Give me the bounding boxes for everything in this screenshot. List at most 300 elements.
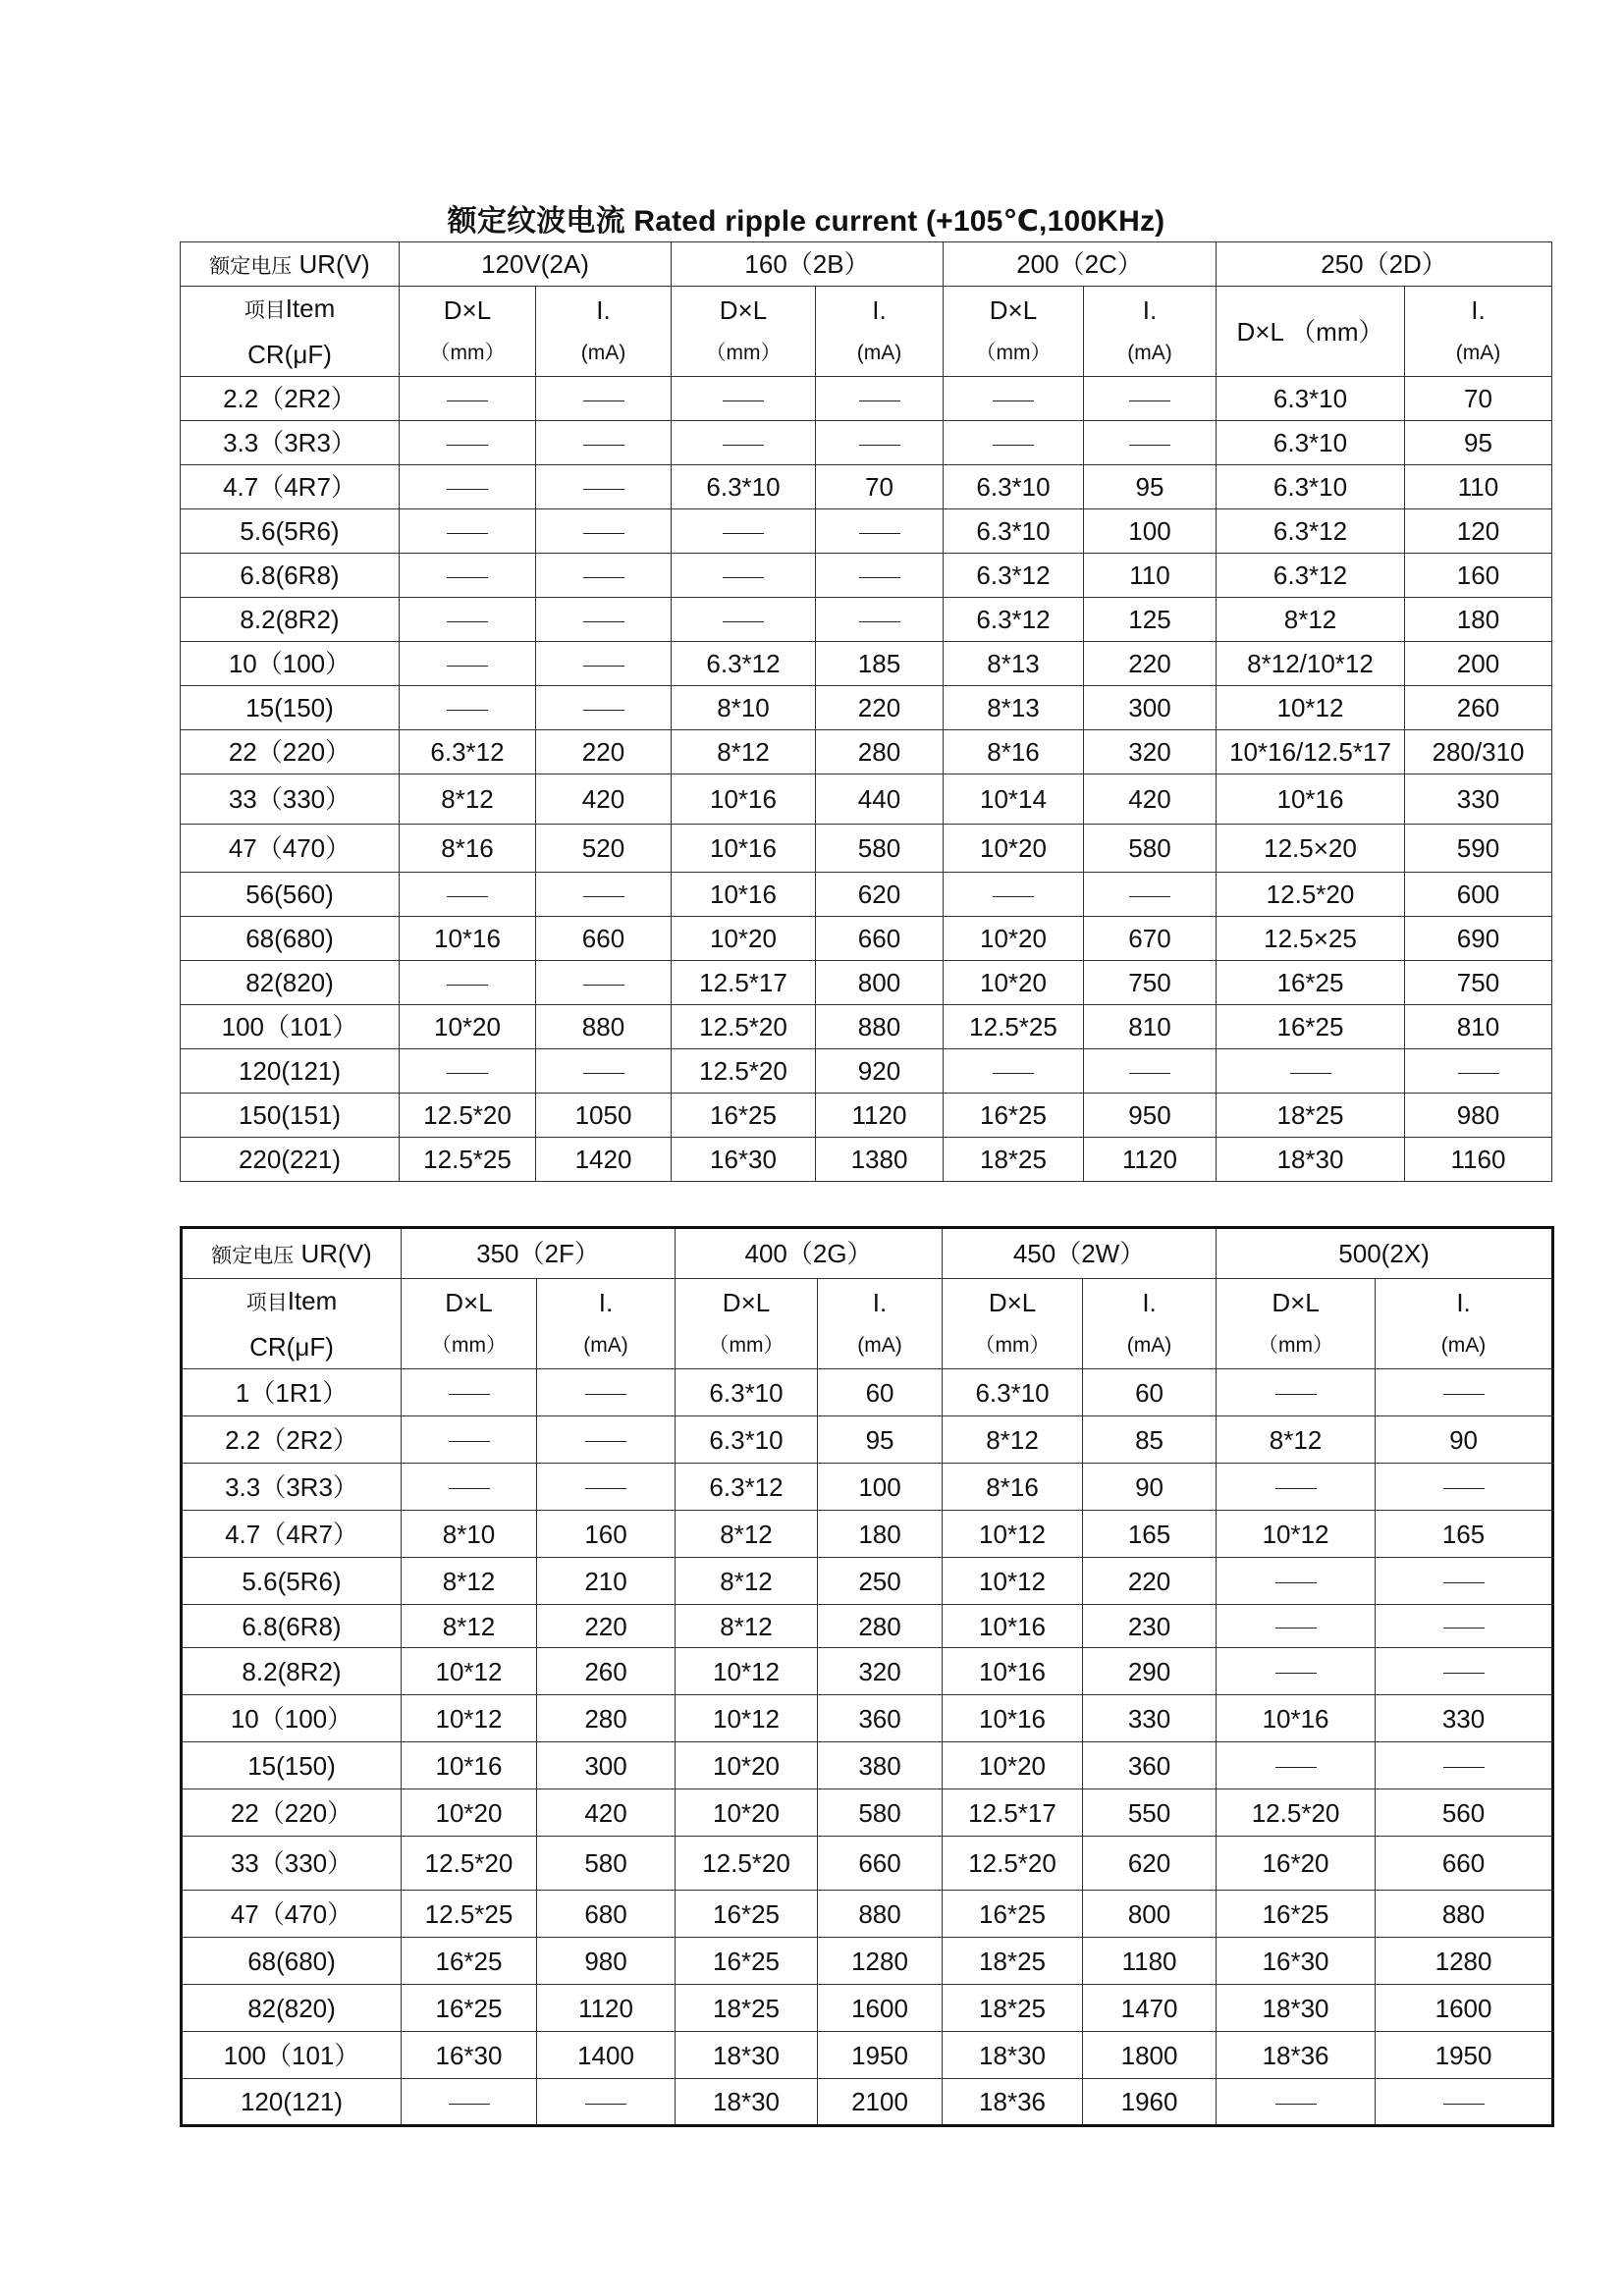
ripple-current-cell: 125 xyxy=(1084,598,1217,642)
dash-mark xyxy=(583,445,624,446)
ripple-current-cell: 200 xyxy=(1405,642,1552,686)
dash-mark xyxy=(447,445,488,446)
ripple-current-cell: 85 xyxy=(1083,1416,1217,1464)
ripple-current-cell: 590 xyxy=(1405,825,1552,873)
ripple-current-cell: 980 xyxy=(537,1938,676,1985)
table-row xyxy=(182,1742,1553,1789)
dl-cell: 10*12 xyxy=(943,1511,1083,1558)
ripple-current-cell: 420 xyxy=(536,774,672,825)
ripple-current-cell: 300 xyxy=(1084,686,1217,730)
ripple-current-cell: 180 xyxy=(1405,598,1552,642)
dl-cell xyxy=(400,642,536,686)
dash-mark xyxy=(1129,1073,1170,1074)
ripple-current-cell: 750 xyxy=(1084,961,1217,1005)
ripple-current-cell: 1050 xyxy=(536,1094,672,1138)
table-row xyxy=(182,1648,1553,1695)
dl-cell: 8*12 xyxy=(1217,598,1405,642)
dl-cell: 10*16/12.5*17 xyxy=(1217,730,1405,774)
dash-mark xyxy=(583,710,624,711)
ripple-current-cell: 95 xyxy=(1084,465,1217,509)
dash-mark xyxy=(447,666,488,667)
dl-cell: 6.3*10 xyxy=(676,1416,818,1464)
ripple-current-cell: 1950 xyxy=(1376,2032,1553,2079)
ripple-current-cell xyxy=(1376,1648,1553,1695)
i-header: I. (mA) xyxy=(816,287,944,377)
capacitance-cell: 3.3（3R3） xyxy=(182,1464,402,1511)
dl-cell: 12.5×20 xyxy=(1217,825,1405,873)
table-row xyxy=(182,1369,1553,1416)
dl-cell: 10*12 xyxy=(1217,1511,1376,1558)
dl-cell: 8*12 xyxy=(402,1605,537,1648)
capacitance-cell: 33（330） xyxy=(182,1837,402,1891)
capacitance-cell: 6.8(6R8) xyxy=(181,554,400,598)
voltage-header: 120V(2A) xyxy=(400,242,672,287)
dl-cell: 16*25 xyxy=(672,1094,816,1138)
ripple-current-cell: 360 xyxy=(1083,1742,1217,1789)
ripple-current-cell: 250 xyxy=(818,1558,943,1605)
table-row xyxy=(182,1464,1553,1511)
dl-cell: 10*16 xyxy=(943,1695,1083,1742)
ripple-current-cell: 60 xyxy=(818,1369,943,1416)
ripple-current-cell: 660 xyxy=(1376,1837,1553,1891)
dl-header: D×L （mm） xyxy=(943,1279,1083,1369)
dl-cell: 16*25 xyxy=(1217,1891,1376,1938)
dl-cell: 10*14 xyxy=(944,774,1084,825)
table-row xyxy=(182,1558,1553,1605)
capacitance-cell: 2.2（2R2） xyxy=(181,377,400,421)
dl-cell: 10*16 xyxy=(943,1605,1083,1648)
i-header: I. (mA) xyxy=(1083,1279,1217,1369)
capacitance-cell: 33（330） xyxy=(181,774,400,825)
ripple-current-cell: 90 xyxy=(1376,1416,1553,1464)
dash-mark xyxy=(447,1073,488,1074)
dl-cell: 18*30 xyxy=(676,2079,818,2126)
ripple-current-cell: 1380 xyxy=(816,1138,944,1182)
dash-mark xyxy=(583,489,624,490)
ripple-current-cell: 1280 xyxy=(818,1938,943,1985)
voltage-header: 160（2B） xyxy=(672,242,944,287)
ripple-current-cell: 280 xyxy=(537,1695,676,1742)
ripple-current-cell xyxy=(536,642,672,686)
ripple-current-cell: 160 xyxy=(537,1511,676,1558)
i-header: I. (mA) xyxy=(536,287,672,377)
table1-body xyxy=(181,242,1552,1182)
dl-cell: 8*12 xyxy=(943,1416,1083,1464)
ripple-current-cell: 1470 xyxy=(1083,1985,1217,2032)
dl-header: D×L （mm） xyxy=(400,287,536,377)
ripple-current-cell: 880 xyxy=(1376,1891,1553,1938)
dl-cell: 8*12 xyxy=(676,1511,818,1558)
ripple-current-cell xyxy=(536,465,672,509)
capacitance-cell: 15(150) xyxy=(181,686,400,730)
capacitance-cell: 220(221) xyxy=(181,1138,400,1182)
dl-cell: 18*25 xyxy=(676,1985,818,2032)
ripple-current-cell: 110 xyxy=(1084,554,1217,598)
dash-mark xyxy=(583,577,624,578)
dl-cell xyxy=(400,465,536,509)
ripple-current-cell xyxy=(536,686,672,730)
ripple-current-cell: 800 xyxy=(816,961,944,1005)
ripple-current-cell: 580 xyxy=(1084,825,1217,873)
capacitance-cell: 5.6(5R6) xyxy=(181,509,400,554)
dl-cell xyxy=(402,1369,537,1416)
dash-mark xyxy=(585,2104,626,2105)
ripple-current-cell xyxy=(536,1049,672,1094)
ripple-current-cell xyxy=(1084,873,1217,917)
capacitance-cell: 68(680) xyxy=(181,917,400,961)
i-header: I. (mA) xyxy=(1084,287,1217,377)
dl-cell xyxy=(400,961,536,1005)
dl-cell: 18*25 xyxy=(943,1938,1083,1985)
capacitance-cell: 10（100） xyxy=(181,642,400,686)
voltage-header: 200（2C） xyxy=(944,242,1217,287)
ripple-current-cell xyxy=(1376,1742,1553,1789)
dl-cell: 8*13 xyxy=(944,642,1084,686)
ripple-current-cell xyxy=(536,961,672,1005)
capacitance-cell: 47（470） xyxy=(181,825,400,873)
table-row xyxy=(181,465,1552,509)
capacitance-cell: 3.3（3R3） xyxy=(181,421,400,465)
table-row xyxy=(181,377,1552,421)
ripple-current-cell xyxy=(1084,421,1217,465)
dash-mark xyxy=(447,621,488,622)
dash-mark xyxy=(993,896,1034,897)
ripple-current-cell: 810 xyxy=(1084,1005,1217,1049)
dash-mark xyxy=(859,577,900,578)
ripple-current-cell: 95 xyxy=(818,1416,943,1464)
ripple-current-cell: 620 xyxy=(1083,1837,1217,1891)
table1-unit-row xyxy=(181,287,1552,377)
dl-cell: 6.3*10 xyxy=(1217,465,1405,509)
dash-mark xyxy=(447,489,488,490)
ripple-current-cell: 260 xyxy=(1405,686,1552,730)
table-row xyxy=(182,1789,1553,1837)
table-row xyxy=(181,421,1552,465)
ripple-current-cell: 70 xyxy=(816,465,944,509)
ripple-current-cell xyxy=(536,598,672,642)
ripple-current-cell xyxy=(537,1369,676,1416)
dl-cell: 10*20 xyxy=(672,917,816,961)
dl-cell: 10*20 xyxy=(676,1789,818,1837)
voltage-label-cell: 额定电压 UR(V) xyxy=(181,242,400,287)
ripple-current-cell: 980 xyxy=(1405,1094,1552,1138)
dl-header: D×L （mm） xyxy=(672,287,816,377)
ripple-current-cell: 120 xyxy=(1405,509,1552,554)
ripple-current-cell: 220 xyxy=(1084,642,1217,686)
dl-cell xyxy=(400,873,536,917)
ripple-current-cell: 280 xyxy=(818,1605,943,1648)
dl-cell: 6.3*10 xyxy=(672,465,816,509)
ripple-current-cell xyxy=(816,509,944,554)
ripple-current-cell: 1420 xyxy=(536,1138,672,1182)
table-row xyxy=(181,598,1552,642)
table-row xyxy=(181,509,1552,554)
table2-voltage-row xyxy=(182,1228,1553,1279)
dl-cell: 6.3*12 xyxy=(400,730,536,774)
dl-cell: 8*12 xyxy=(676,1558,818,1605)
dl-cell: 10*16 xyxy=(672,873,816,917)
dash-mark xyxy=(859,445,900,446)
capacitance-cell: 4.7（4R7） xyxy=(181,465,400,509)
dash-mark xyxy=(1443,1394,1485,1395)
dl-cell: 10*16 xyxy=(400,917,536,961)
dash-mark xyxy=(1275,1673,1317,1674)
dl-cell xyxy=(400,1049,536,1094)
dl-cell: 18*30 xyxy=(1217,1985,1376,2032)
dl-cell: 8*12 xyxy=(676,1605,818,1648)
ripple-current-cell: 90 xyxy=(1083,1464,1217,1511)
dl-cell: 10*20 xyxy=(943,1742,1083,1789)
dl-header: D×L （mm） xyxy=(402,1279,537,1369)
dl-cell: 12.5*25 xyxy=(400,1138,536,1182)
dl-cell: 6.3*12 xyxy=(1217,509,1405,554)
dl-cell: 10*16 xyxy=(402,1742,537,1789)
dl-cell xyxy=(1217,1558,1376,1605)
dl-cell: 18*30 xyxy=(676,2032,818,2079)
capacitance-cell: 47（470） xyxy=(182,1891,402,1938)
i-header: I. (mA) xyxy=(1405,287,1552,377)
ripple-current-cell xyxy=(1376,1369,1553,1416)
dl-cell: 10*20 xyxy=(944,961,1084,1005)
dash-mark xyxy=(1275,1582,1317,1583)
dl-cell: 16*30 xyxy=(672,1138,816,1182)
dl-cell xyxy=(400,598,536,642)
capacitance-cell: 120(121) xyxy=(181,1049,400,1094)
capacitance-cell: 68(680) xyxy=(182,1938,402,1985)
ripple-current-cell: 1950 xyxy=(818,2032,943,2079)
ripple-current-cell: 1160 xyxy=(1405,1138,1552,1182)
dash-mark xyxy=(583,985,624,986)
dash-mark xyxy=(993,400,1034,401)
dash-mark xyxy=(993,1073,1034,1074)
dl-cell xyxy=(672,509,816,554)
dl-cell xyxy=(672,554,816,598)
dash-mark xyxy=(583,400,624,401)
ripple-current-cell: 690 xyxy=(1405,917,1552,961)
dash-mark xyxy=(1458,1073,1499,1074)
ripple-current-cell xyxy=(816,421,944,465)
dash-mark xyxy=(1443,2104,1485,2105)
ripple-current-cell: 680 xyxy=(537,1891,676,1938)
ripple-current-cell xyxy=(536,873,672,917)
dl-cell: 16*25 xyxy=(676,1938,818,1985)
ripple-current-cell: 920 xyxy=(816,1049,944,1094)
ripple-current-cell: 380 xyxy=(818,1742,943,1789)
dl-cell: 18*36 xyxy=(943,2079,1083,2126)
ripple-current-cell: 320 xyxy=(818,1648,943,1695)
capacitance-cell: 15(150) xyxy=(182,1742,402,1789)
dash-mark xyxy=(447,533,488,534)
dl-cell: 10*12 xyxy=(1217,686,1405,730)
dash-mark xyxy=(447,577,488,578)
ripple-current-cell: 100 xyxy=(1084,509,1217,554)
ripple-current-cell: 2100 xyxy=(818,2079,943,2126)
dash-mark xyxy=(1129,400,1170,401)
dl-cell: 16*25 xyxy=(676,1891,818,1938)
capacitance-cell: 10（100） xyxy=(182,1695,402,1742)
capacitance-cell: 6.8(6R8) xyxy=(182,1605,402,1648)
capacitance-cell: 22（220） xyxy=(182,1789,402,1837)
dl-header: D×L （mm） xyxy=(1217,287,1405,377)
dl-cell: 10*12 xyxy=(402,1648,537,1695)
ripple-current-cell: 1400 xyxy=(537,2032,676,2079)
dl-cell: 10*20 xyxy=(944,825,1084,873)
dl-cell: 12.5*20 xyxy=(676,1837,818,1891)
capacitance-cell: 1（1R1） xyxy=(182,1369,402,1416)
ripple-current-cell: 1600 xyxy=(818,1985,943,2032)
ripple-current-cell: 440 xyxy=(816,774,944,825)
dl-cell: 16*25 xyxy=(1217,1005,1405,1049)
dl-cell xyxy=(944,1049,1084,1094)
ripple-current-cell xyxy=(1376,2079,1553,2126)
dash-mark xyxy=(583,621,624,622)
ripple-current-cell: 550 xyxy=(1083,1789,1217,1837)
ripple-current-cell: 100 xyxy=(818,1464,943,1511)
capacitance-cell: 56(560) xyxy=(181,873,400,917)
dl-cell: 10*12 xyxy=(402,1695,537,1742)
table-row xyxy=(182,2032,1553,2079)
dl-cell: 16*25 xyxy=(944,1094,1084,1138)
ripple-current-cell: 420 xyxy=(1084,774,1217,825)
dl-cell: 10*20 xyxy=(400,1005,536,1049)
ripple-current-cell: 1120 xyxy=(537,1985,676,2032)
ripple-current-cell xyxy=(1376,1464,1553,1511)
dl-cell: 6.3*12 xyxy=(944,554,1084,598)
dl-cell: 18*30 xyxy=(943,2032,1083,2079)
ripple-table-1 xyxy=(180,241,1552,1182)
dl-cell: 8*13 xyxy=(944,686,1084,730)
ripple-current-cell: 620 xyxy=(816,873,944,917)
capacitance-cell: 100（101） xyxy=(181,1005,400,1049)
dl-cell: 18*36 xyxy=(1217,2032,1376,2079)
dl-cell: 10*16 xyxy=(672,825,816,873)
voltage-header: 350（2F） xyxy=(402,1228,676,1279)
dash-mark xyxy=(1275,1394,1317,1395)
dl-cell: 12.5*20 xyxy=(672,1005,816,1049)
dash-mark xyxy=(859,533,900,534)
ripple-current-cell xyxy=(536,377,672,421)
ripple-current-cell: 950 xyxy=(1084,1094,1217,1138)
dl-cell: 6.3*10 xyxy=(943,1369,1083,1416)
ripple-current-cell: 330 xyxy=(1405,774,1552,825)
dl-cell: 18*25 xyxy=(944,1138,1084,1182)
dl-cell: 10*16 xyxy=(943,1648,1083,1695)
dash-mark xyxy=(1275,1767,1317,1768)
dl-cell: 8*12 xyxy=(672,730,816,774)
dl-cell: 10*20 xyxy=(676,1742,818,1789)
dl-cell xyxy=(1217,2079,1376,2126)
table-row xyxy=(181,1138,1552,1182)
ripple-current-cell xyxy=(1084,1049,1217,1094)
table-row xyxy=(182,1416,1553,1464)
ripple-current-cell: 280 xyxy=(816,730,944,774)
dash-mark xyxy=(585,1394,626,1395)
table-row xyxy=(181,554,1552,598)
table-row xyxy=(181,642,1552,686)
dl-cell xyxy=(944,377,1084,421)
table-row xyxy=(182,2079,1553,2126)
capacitance-cell: 100（101） xyxy=(182,2032,402,2079)
dl-cell: 12.5*20 xyxy=(1217,873,1405,917)
dl-cell xyxy=(400,509,536,554)
dash-mark xyxy=(723,533,764,534)
ripple-current-cell: 880 xyxy=(816,1005,944,1049)
ripple-current-cell: 600 xyxy=(1405,873,1552,917)
ripple-current-cell: 750 xyxy=(1405,961,1552,1005)
ripple-current-cell: 670 xyxy=(1084,917,1217,961)
dl-cell: 12.5*20 xyxy=(400,1094,536,1138)
ripple-current-cell: 220 xyxy=(537,1605,676,1648)
dl-cell xyxy=(1217,1648,1376,1695)
ripple-current-cell: 1120 xyxy=(816,1094,944,1138)
dl-cell: 8*12 xyxy=(1217,1416,1376,1464)
dash-mark xyxy=(585,1441,626,1442)
dl-cell: 6.3*12 xyxy=(672,642,816,686)
table1-voltage-row xyxy=(181,242,1552,287)
dl-cell: 10*20 xyxy=(402,1789,537,1837)
dash-mark xyxy=(1443,1628,1485,1629)
ripple-current-cell: 1120 xyxy=(1084,1138,1217,1182)
dl-cell: 10*20 xyxy=(944,917,1084,961)
dash-mark xyxy=(583,533,624,534)
ripple-current-cell: 800 xyxy=(1083,1891,1217,1938)
dl-cell xyxy=(402,2079,537,2126)
table-row xyxy=(182,1938,1553,1985)
capacitance-cell: 8.2(8R2) xyxy=(182,1648,402,1695)
ripple-current-cell: 280/310 xyxy=(1405,730,1552,774)
ripple-current-cell: 220 xyxy=(536,730,672,774)
dash-mark xyxy=(449,1441,490,1442)
ripple-current-cell xyxy=(537,2079,676,2126)
dl-cell xyxy=(944,873,1084,917)
ripple-current-cell xyxy=(1376,1605,1553,1648)
dl-cell: 12.5*17 xyxy=(672,961,816,1005)
table-row xyxy=(182,1605,1553,1648)
dash-mark xyxy=(583,666,624,667)
i-header: I. (mA) xyxy=(818,1279,943,1369)
dl-cell: 16*25 xyxy=(1217,961,1405,1005)
dl-cell: 8*12/10*12 xyxy=(1217,642,1405,686)
ripple-current-cell: 60 xyxy=(1083,1369,1217,1416)
dl-cell: 18*25 xyxy=(943,1985,1083,2032)
dl-header: D×L （mm） xyxy=(1217,1279,1376,1369)
dash-mark xyxy=(723,577,764,578)
voltage-header: 500(2X) xyxy=(1217,1228,1553,1279)
dl-cell xyxy=(672,377,816,421)
voltage-header: 400（2G） xyxy=(676,1228,943,1279)
ripple-current-cell: 1600 xyxy=(1376,1985,1553,2032)
ripple-current-cell xyxy=(537,1464,676,1511)
dash-mark xyxy=(723,445,764,446)
capacitance-cell: 5.6(5R6) xyxy=(182,1558,402,1605)
capacitance-cell: 8.2(8R2) xyxy=(181,598,400,642)
ripple-current-cell: 95 xyxy=(1405,421,1552,465)
ripple-current-cell xyxy=(816,598,944,642)
dl-cell xyxy=(1217,1605,1376,1648)
ripple-current-cell: 660 xyxy=(818,1837,943,1891)
dash-mark xyxy=(447,710,488,711)
dash-mark xyxy=(447,896,488,897)
ripple-current-cell: 210 xyxy=(537,1558,676,1605)
ripple-current-cell: 660 xyxy=(816,917,944,961)
ripple-current-cell: 420 xyxy=(537,1789,676,1837)
dl-cell: 12.5×25 xyxy=(1217,917,1405,961)
dl-cell xyxy=(944,421,1084,465)
ripple-current-cell: 880 xyxy=(536,1005,672,1049)
dash-mark xyxy=(449,2104,490,2105)
dash-mark xyxy=(723,400,764,401)
table-row xyxy=(181,873,1552,917)
